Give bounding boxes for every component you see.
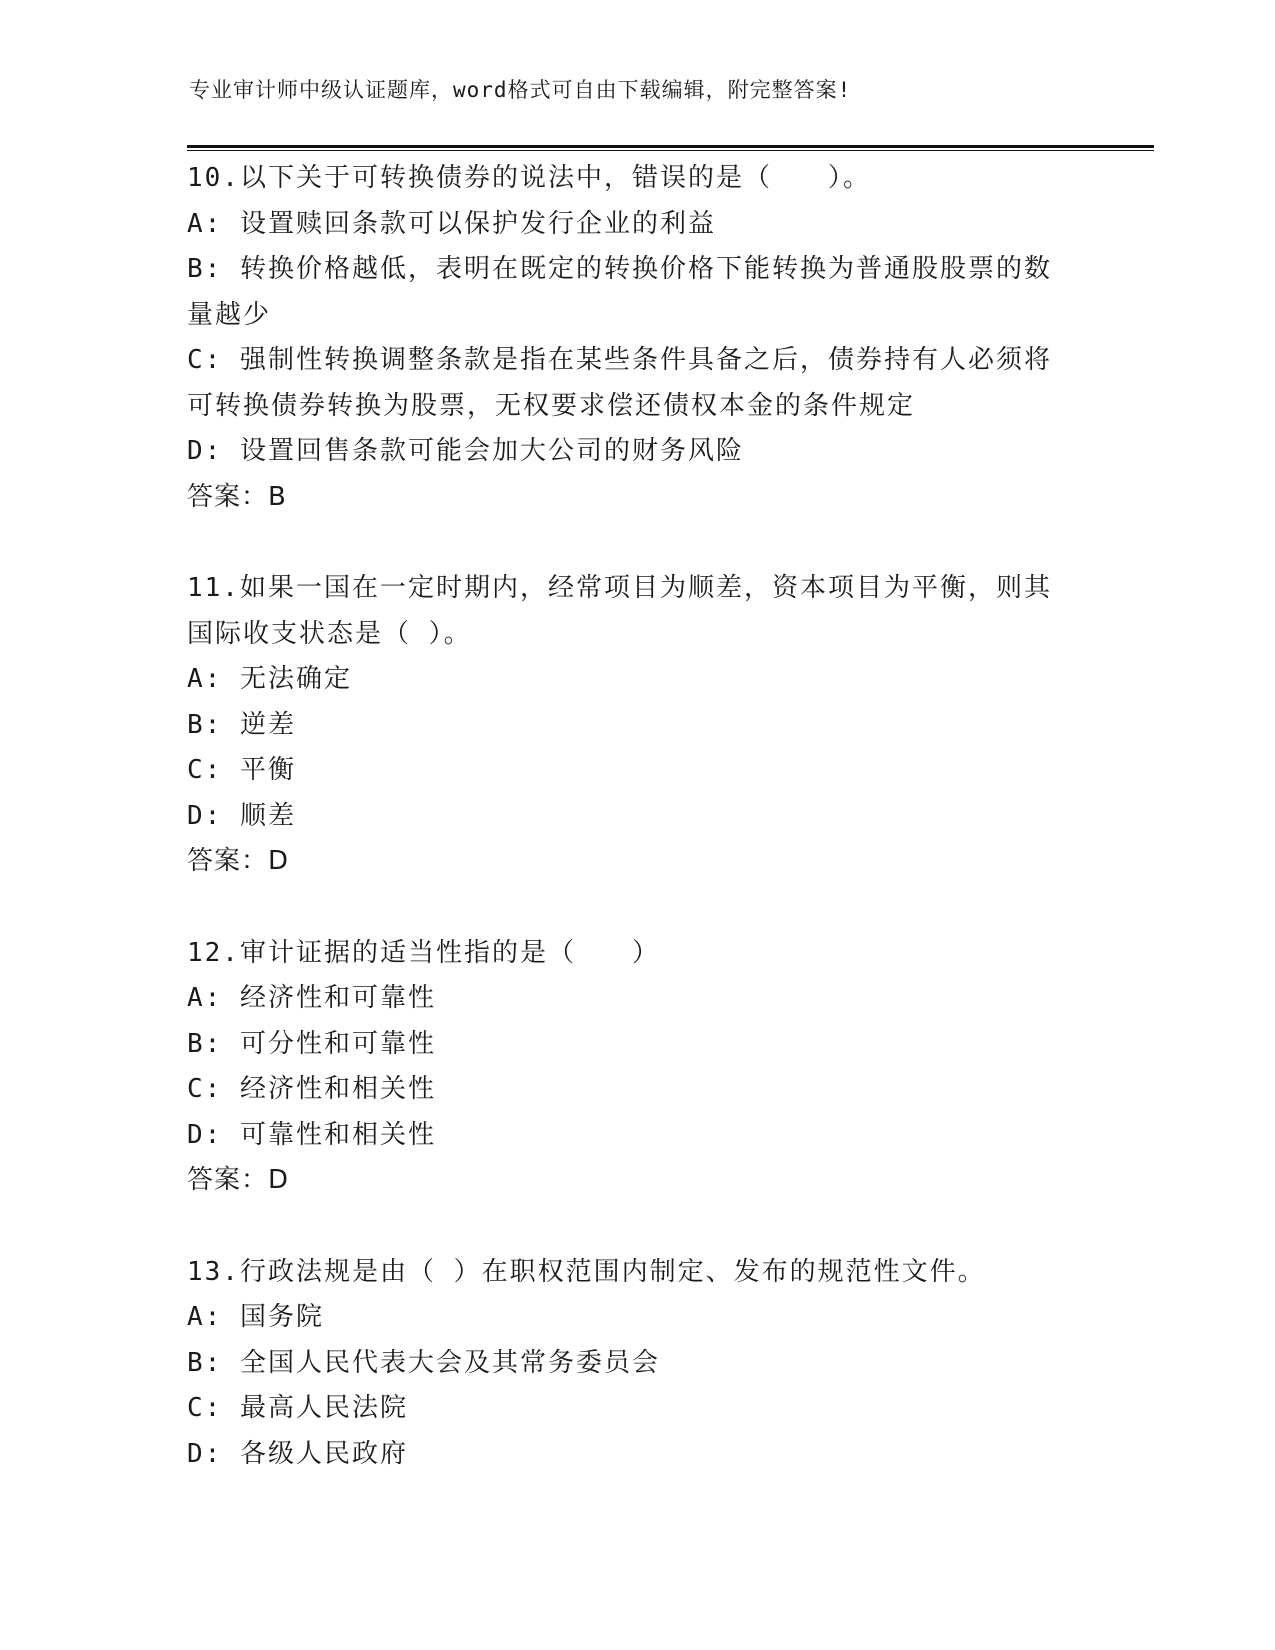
- question-stem: 13.行政法规是由（ ）在职权范围内制定、发布的规范性文件。: [187, 1256, 986, 1287]
- question-10: [187, 156, 1087, 520]
- question-stem: 10.以下关于可转换债券的说法中，错误的是（ ）。: [187, 163, 871, 193]
- option-d: D: 顺差: [187, 800, 296, 831]
- answer: 答案：B: [187, 481, 287, 512]
- option-c: C: 经济性和相关性: [187, 1074, 436, 1104]
- option-c-continued: 可转换债券转换为股票，无权要求偿还债权本金的条件规定: [187, 390, 916, 421]
- question-stem: 11.如果一国在一定时期内，经常项目为顺差，资本项目为平衡，则其: [187, 573, 1052, 603]
- question-list: [187, 156, 1087, 1477]
- question-stem-continued: 国际收支状态是（ ）。: [187, 618, 472, 649]
- header-divider-thick: [187, 145, 1154, 148]
- option-c: C: 强制性转换调整条款是指在某些条件具备之后，债券持有人必须将: [187, 345, 1052, 375]
- option-b-continued: 量越少: [187, 299, 272, 330]
- option-c: C: 平衡: [187, 755, 296, 785]
- option-a: A: 国务院: [187, 1302, 324, 1332]
- option-b: B: 可分性和可靠性: [187, 1028, 436, 1059]
- question-13: [187, 1250, 1087, 1478]
- option-a: A: 无法确定: [187, 664, 352, 694]
- option-b: B: 逆差: [187, 709, 296, 740]
- answer: 答案：D: [187, 1165, 290, 1195]
- question-12: [187, 931, 1087, 1204]
- page-header: 专业审计师中级认证题库，word格式可自由下载编辑，附完整答案!: [189, 78, 852, 102]
- header-divider-thin: [187, 150, 1154, 151]
- option-d: D: 设置回售条款可能会加大公司的财务风险: [187, 436, 744, 466]
- option-c: C: 最高人民法院: [187, 1393, 408, 1423]
- option-b: B: 转换价格越低，表明在既定的转换价格下能转换为普通股股票的数: [187, 254, 1052, 284]
- option-a: A: 设置赎回条款可以保护发行企业的利益: [187, 208, 716, 239]
- answer: 答案：D: [187, 846, 290, 876]
- option-d: D: 各级人民政府: [187, 1438, 408, 1469]
- option-a: A: 经济性和可靠性: [187, 983, 436, 1013]
- question-11: [187, 566, 1087, 885]
- option-b: B: 全国人民代表大会及其常务委员会: [187, 1347, 660, 1378]
- option-d: D: 可靠性和相关性: [187, 1119, 436, 1150]
- question-stem: 12.审计证据的适当性指的是（ ）: [187, 937, 660, 968]
- header-divider: [187, 145, 1154, 151]
